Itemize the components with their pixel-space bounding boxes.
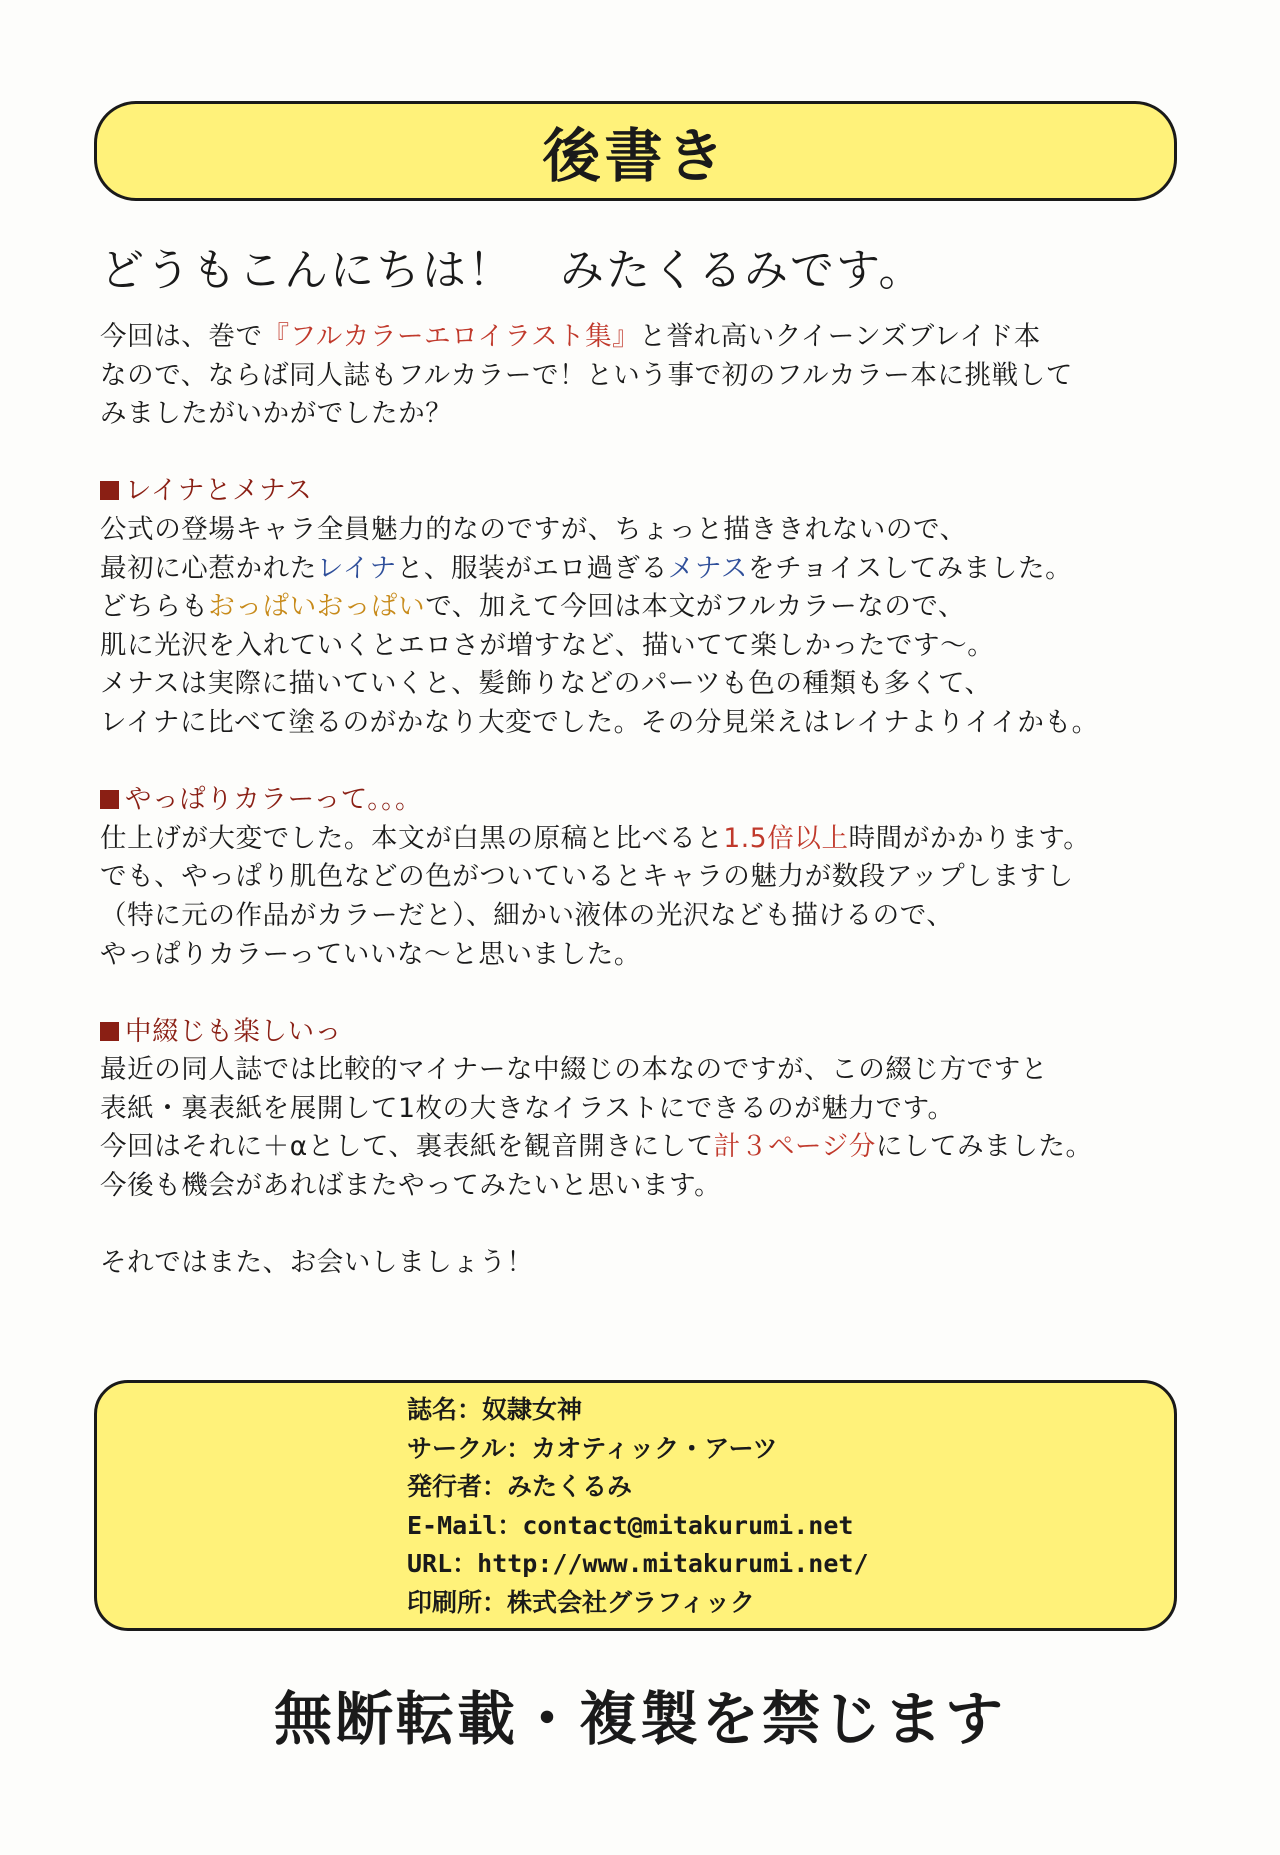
text-run: 仕上げが大変でした。本文が白黒の原稿と比べると: [100, 822, 724, 854]
colophon-value: 奴隷女神: [482, 1395, 583, 1424]
section-heading: [100, 1013, 1210, 1052]
section-color: [100, 781, 1210, 974]
url-link[interactable]: http://www.mitakurumi.net/: [477, 1549, 869, 1578]
closing-paragraph: [100, 1244, 1210, 1283]
afterword-body: [100, 318, 1210, 1283]
section-saddle-stitch: [100, 1013, 1210, 1206]
text-run: どちらも: [100, 591, 209, 623]
text-run: で、加えて今回は本文がフルカラーなので、: [425, 591, 966, 623]
text-line: 表紙・裏表紙を展開して1枚の大きなイラストにできるのが魅力です。: [100, 1092, 955, 1124]
colophon-label: サークル：: [407, 1433, 532, 1463]
title-banner: [94, 101, 1177, 201]
square-bullet-icon: [100, 790, 119, 809]
text-line: レイナに比べて塗るのがかなり大変でした。その分見栄えはレイナよりイイかも。: [100, 706, 1099, 738]
colophon-row-title: [407, 1391, 869, 1430]
text-run: と誉れ高いクイーンズブレイド本: [639, 321, 1041, 352]
text-line: [100, 1128, 1210, 1167]
text-run: 時間がかかります。: [848, 822, 1091, 854]
text-line: 最近の同人誌では比較的マイナーな中綴じの本なのですが、この綴じ方ですと: [100, 1054, 1048, 1086]
text-run: 今回は、巻で: [100, 321, 263, 352]
closing-line: それではまた、お会いしましょう！: [100, 1247, 534, 1279]
section-heading-text: 中綴じも楽しいっ: [125, 1015, 342, 1047]
section-heading-text: レイナとメナス: [125, 475, 313, 507]
highlight-text: 『フルカラーエロイラスト集』: [262, 321, 640, 352]
text-run: 今回はそれに＋αとして、裏表紙を観音開きにして: [100, 1131, 714, 1163]
text-line: [100, 550, 1210, 589]
text-line: メナスは実際に描いていくと、髪飾りなどのパーツも色の種類も多くて、: [100, 668, 992, 700]
colophon-label: 誌名：: [407, 1395, 483, 1424]
highlight-text: 1.5倍以上: [723, 822, 849, 854]
colophon-row-publisher: [407, 1468, 869, 1507]
text-line: （特に元の作品がカラーだと）、細かい液体の光沢なども描けるので、: [100, 899, 954, 931]
text-line: 公式の登場キャラ全員魅力的なのですが、ちょっと描ききれないので、: [100, 513, 967, 545]
highlight-text: 計３ページ分: [713, 1131, 876, 1163]
section-reina-menace: [100, 472, 1210, 742]
section-heading: [100, 472, 1210, 511]
colophon-label: 印刷所：: [407, 1587, 508, 1617]
colophon-row-circle: [407, 1430, 869, 1469]
colophon-row-url: [407, 1545, 869, 1584]
highlight-text: おっぱいおっぱい: [208, 591, 426, 623]
colophon-value: みたくるみ: [507, 1472, 633, 1501]
text-run: と、服装がエロ過ぎる: [396, 552, 668, 584]
text-run: 最初に心惹かれた: [100, 552, 317, 584]
colophon-value: カオティック・アーツ: [531, 1433, 778, 1463]
colophon-box: [94, 1380, 1177, 1631]
email-link[interactable]: contact@mitakurumi.net: [522, 1510, 854, 1540]
colophon-value: 株式会社グラフィック: [507, 1587, 756, 1617]
square-bullet-icon: [100, 481, 119, 500]
text-line: 肌に光沢を入れていくとエロさが増すなど、描いてて楽しかったです～。: [100, 629, 995, 661]
greeting: どうもこんにちは！ みたくるみです。: [100, 245, 925, 296]
colophon-row-email: [407, 1507, 869, 1546]
text-line: [100, 588, 1210, 627]
text-line: やっぱりカラーっていいな～と思いました。: [100, 938, 641, 970]
page-title: 後書き: [542, 122, 729, 190]
colophon-row-printer: [407, 1584, 869, 1623]
section-heading: [100, 781, 1210, 820]
colophon-label: URL：: [407, 1549, 478, 1578]
text-line: でも、やっぱり肌色などの色がついているとキャラの魅力が数段アップしますし: [100, 861, 1074, 893]
copyright-notice: 無断転載・複製を禁じます: [273, 1685, 1006, 1753]
text-run: をチョイスしてみました。: [748, 552, 1073, 584]
text-line: なので、ならば同人誌もフルカラーで！という事で初のフルカラー本に挑戦して: [100, 359, 1073, 391]
section-heading-text: やっぱりカラーって。。。: [125, 784, 423, 816]
highlight-text: レイナ: [316, 552, 397, 584]
text-line: [100, 318, 1210, 357]
text-run: にしてみました。: [875, 1131, 1093, 1163]
colophon-list: [407, 1391, 869, 1622]
text-line: 今後も機会があればまたやってみたいと思います。: [100, 1170, 722, 1202]
square-bullet-icon: [100, 1022, 119, 1041]
intro-paragraph: [100, 318, 1210, 434]
colophon-label: 発行者：: [407, 1472, 508, 1501]
text-line: [100, 820, 1210, 859]
colophon-label: E-Mail：: [407, 1510, 523, 1540]
text-line: みましたがいかがでしたか？: [100, 398, 453, 430]
highlight-text: メナス: [667, 552, 749, 584]
